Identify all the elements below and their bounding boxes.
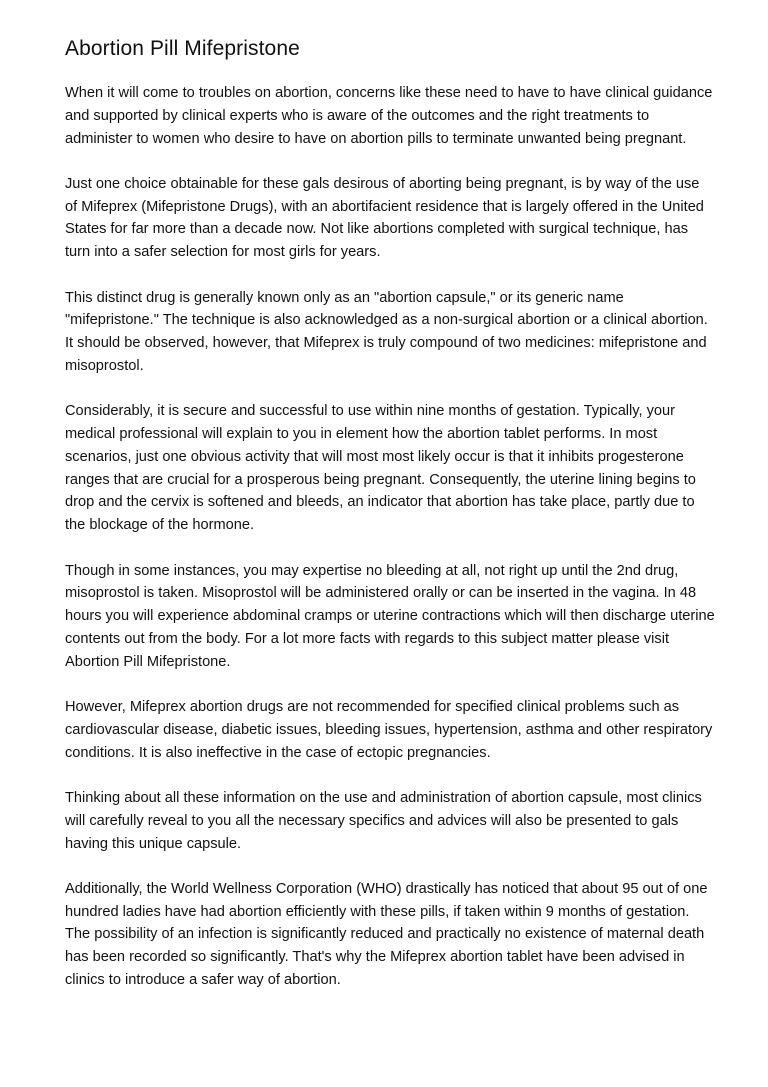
document-page	[65, 34, 715, 1014]
paragraph-1: When it will come to troubles on abortion, concerns like these need to have to have clinical guidance and supported by clinical experts who is aware of the outcomes and the right treatments to administer to women who desire to have on abortion pills to terminate unwanted being pregnant.	[65, 85, 713, 147]
document-title: Abortion Pill Mifepristone	[65, 37, 300, 60]
paragraph-4: Considerably, it is secure and successful to use within nine months of gestation. Typically, your medical professional will explain to you in element how the abortion tablet performs. In most scenarios, just one obvious activity that will most most likely occur is that it inhibits progesterone ranges that are crucial for a prosperous being pregnant. Consequently, the uterine lining begins to drop and the cervix is softened and bleeds, an indicator that abortion has take place, partly due to the blockage of the hormone.	[65, 403, 696, 534]
paragraph-6: However, Mifeprex abortion drugs are not recommended for specified clinical problems such as cardiovascular disease, diabetic issues, bleeding issues, hypertension, asthma and other respiratory conditions. It is also ineffective in the case of ectopic pregnancies.	[65, 699, 713, 761]
paragraph-2: Just one choice obtainable for these gals desirous of aborting being pregnant, is by way of the use of Mifeprex (Mifepristone Drugs), with an abortifacient residence that is largely offered in the United States for far more than a decade now. Not like abortions completed with surgical technique, has turn into a safer selection for most girls for years.	[65, 175, 704, 261]
paragraph-8: Additionally, the World Wellness Corporation (WHO) drastically has noticed that about 95 out of one hundred ladies have had abortion efficiently with these pills, if taken within 9 months of gestation. The possibility of an infection is significantly reduced and practically no existence of maternal death has been recorded so significantly. That's why the Mifeprex abortion tablet have been advised in clinics to introduce a safer way of abortion.	[65, 880, 708, 988]
paragraph-3: This distinct drug is generally known only as an "abortion capsule," or its generic name "mifepristone." The technique is also acknowledged as a non-surgical abortion or a clinical abortion. It should be observed, however, that Mifeprex is truly compound of two medicines: mifepristone and misoprostol.	[65, 289, 708, 374]
paragraph-5: Though in some instances, you may expertise no bleeding at all, not right up until the 2nd drug, misoprostol is taken. Misoprostol will be administered orally or can be inserted in the vagina. In 48 hours you will experience abdominal cramps or uterine contractions which will then discharge uterine contents out from the body. For a lot more facts with regards to this subject matter please visit Abortion Pill Mifepristone.	[65, 562, 715, 670]
paragraph-7: Thinking about all these information on the use and administration of abortion capsule, most clinics will carefully reveal to you all the necessary specifics and advices will also be presented to gals having this unique capsule.	[65, 789, 702, 852]
